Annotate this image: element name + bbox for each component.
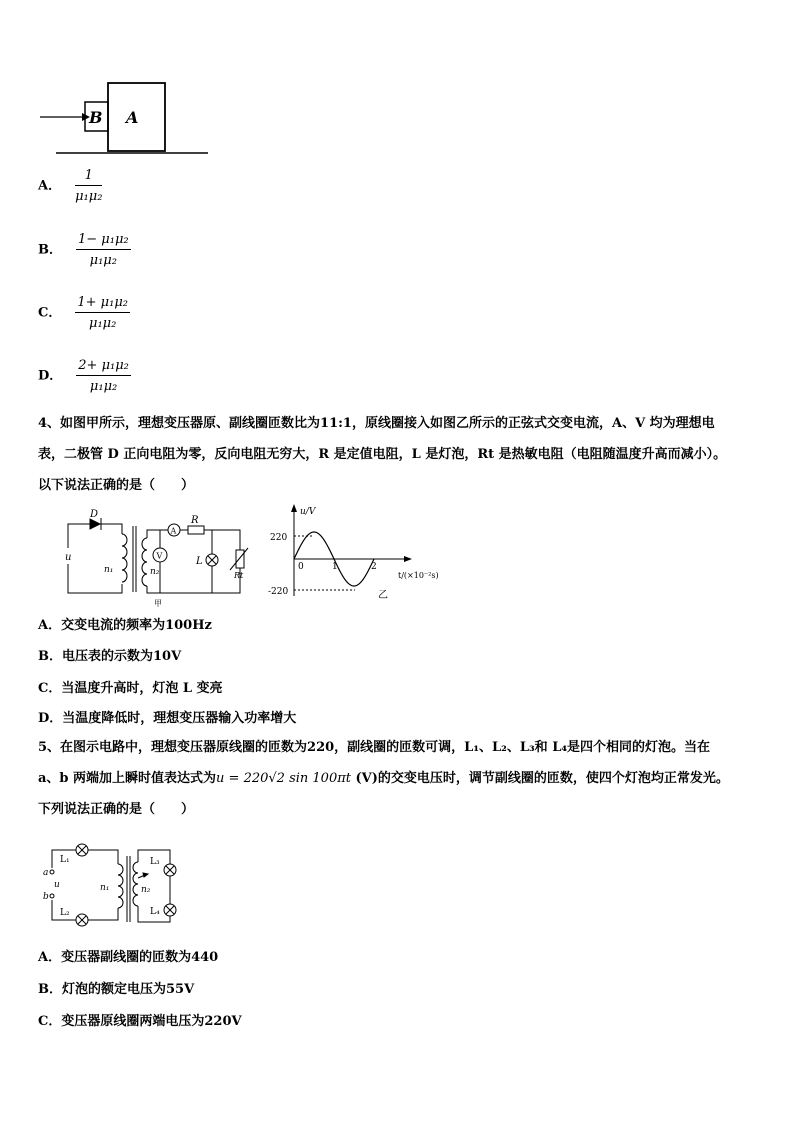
- q5-a-label: a: [43, 868, 49, 878]
- block-figure: [30, 75, 220, 160]
- q3-option-d: D． $\frac{\text{2+ μ₁μ₂}}{\text{μ₁μ₂}}$: [38, 358, 129, 394]
- q5-l2-label: L₂: [60, 908, 70, 918]
- circuit-lamp-label: L: [196, 556, 203, 567]
- q5-l4-label: L₄: [150, 907, 160, 917]
- graph-xlabel: t/(×10⁻²s): [398, 571, 439, 580]
- circuit-r-label: R: [191, 515, 199, 526]
- graph-xtick-0: 0: [298, 562, 304, 572]
- q4-line-1: 4、如图甲所示，理想变压器原、副线圈匝数比为11:1，原线圈接入如图乙所示的正弦式交变电流，A、V 均为理想电: [38, 416, 715, 431]
- q5-formula: u = 220√2 sin 100πt: [216, 771, 351, 786]
- circuit-n1-label: n₁: [104, 565, 114, 575]
- graph-xtick-2: 2: [371, 562, 377, 572]
- q5-n1-label: n₁: [100, 883, 110, 893]
- circuit-diode-label: D: [90, 509, 99, 520]
- q5-stem: [38, 732, 768, 825]
- circuit-ammeter-label: A: [170, 526, 177, 536]
- q4-option-a: A．交变电流的频率为100Hz: [38, 618, 212, 633]
- q4-graph-yi: [266, 502, 452, 604]
- q4-line-2: 表，二极管 D 正向电阻为零，反向电阻无穷大，R 是定值电阻，L 是灯泡，Rt 是热敏电阻（电阻随温度升高而减小）。: [38, 447, 727, 462]
- q5-option-c: C．变压器原线圈两端电压为220V: [38, 1014, 242, 1029]
- q5-line-1: 5、在图示电路中，理想变压器原线圈的匝数为220，副线圈的匝数可调，L₁、L₂、L₃和 L₄是四个相同的灯泡。当在: [38, 740, 711, 755]
- q5-l1-label: L₁: [60, 855, 70, 865]
- q4-line-3: 以下说法正确的是（ ）: [38, 478, 195, 493]
- q5-circuit: [40, 840, 190, 935]
- graph-ylabel: u/V: [300, 507, 316, 517]
- q3-option-b: B． $\frac{\text{1− μ₁μ₂}}{\text{μ₁μ₂}}$: [38, 232, 129, 268]
- block-a-label: A: [126, 108, 139, 127]
- q5-b-label: b: [43, 892, 49, 902]
- q4-stem: [38, 408, 768, 501]
- q5-line-3: 下列说法正确的是（ ）: [38, 802, 195, 817]
- figure-jia-caption: 甲: [154, 599, 162, 608]
- q4-option-d: D．当温度降低时，理想变压器输入功率增大: [38, 711, 297, 726]
- q3-option-c: C． $\frac{\text{1+ μ₁μ₂}}{\text{μ₁μ₂}}$: [38, 295, 128, 331]
- q5-option-a: A．变压器副线圈的匝数为440: [38, 950, 219, 965]
- q3-option-a: A． $\frac{1}{\text{μ₁μ₂}}$: [38, 168, 103, 204]
- circuit-u-label: u: [65, 552, 72, 563]
- q5-n2-label: n₂: [141, 885, 151, 895]
- circuit-rt-label: Rt: [234, 571, 244, 580]
- circuit-voltmeter-label: V: [156, 551, 163, 561]
- figure-yi-caption: 乙: [378, 590, 388, 601]
- q5-option-b: B．灯泡的额定电压为55V: [38, 982, 195, 997]
- graph-ytick-neg220: -220: [268, 587, 289, 597]
- q4-circuit-jia: [60, 508, 250, 610]
- q4-option-c: C．当温度升高时，灯泡 L 变亮: [38, 681, 223, 696]
- graph-ytick-220: 220: [270, 533, 288, 543]
- block-b-label: B: [89, 108, 103, 127]
- q5-l3-label: L₃: [150, 857, 160, 867]
- q5-line-2: a、b 两端加上瞬时值表达式为u = 220√2 sin 100πt (V)的交变电压时，调节副线圈的匝数，使四个灯泡均正常发光。: [38, 771, 729, 786]
- q4-option-b: B．电压表的示数为10V: [38, 649, 182, 664]
- circuit-n2-label: n₂: [150, 567, 160, 577]
- q5-u-label: u: [54, 880, 60, 890]
- graph-xtick-1: 1: [332, 562, 338, 572]
